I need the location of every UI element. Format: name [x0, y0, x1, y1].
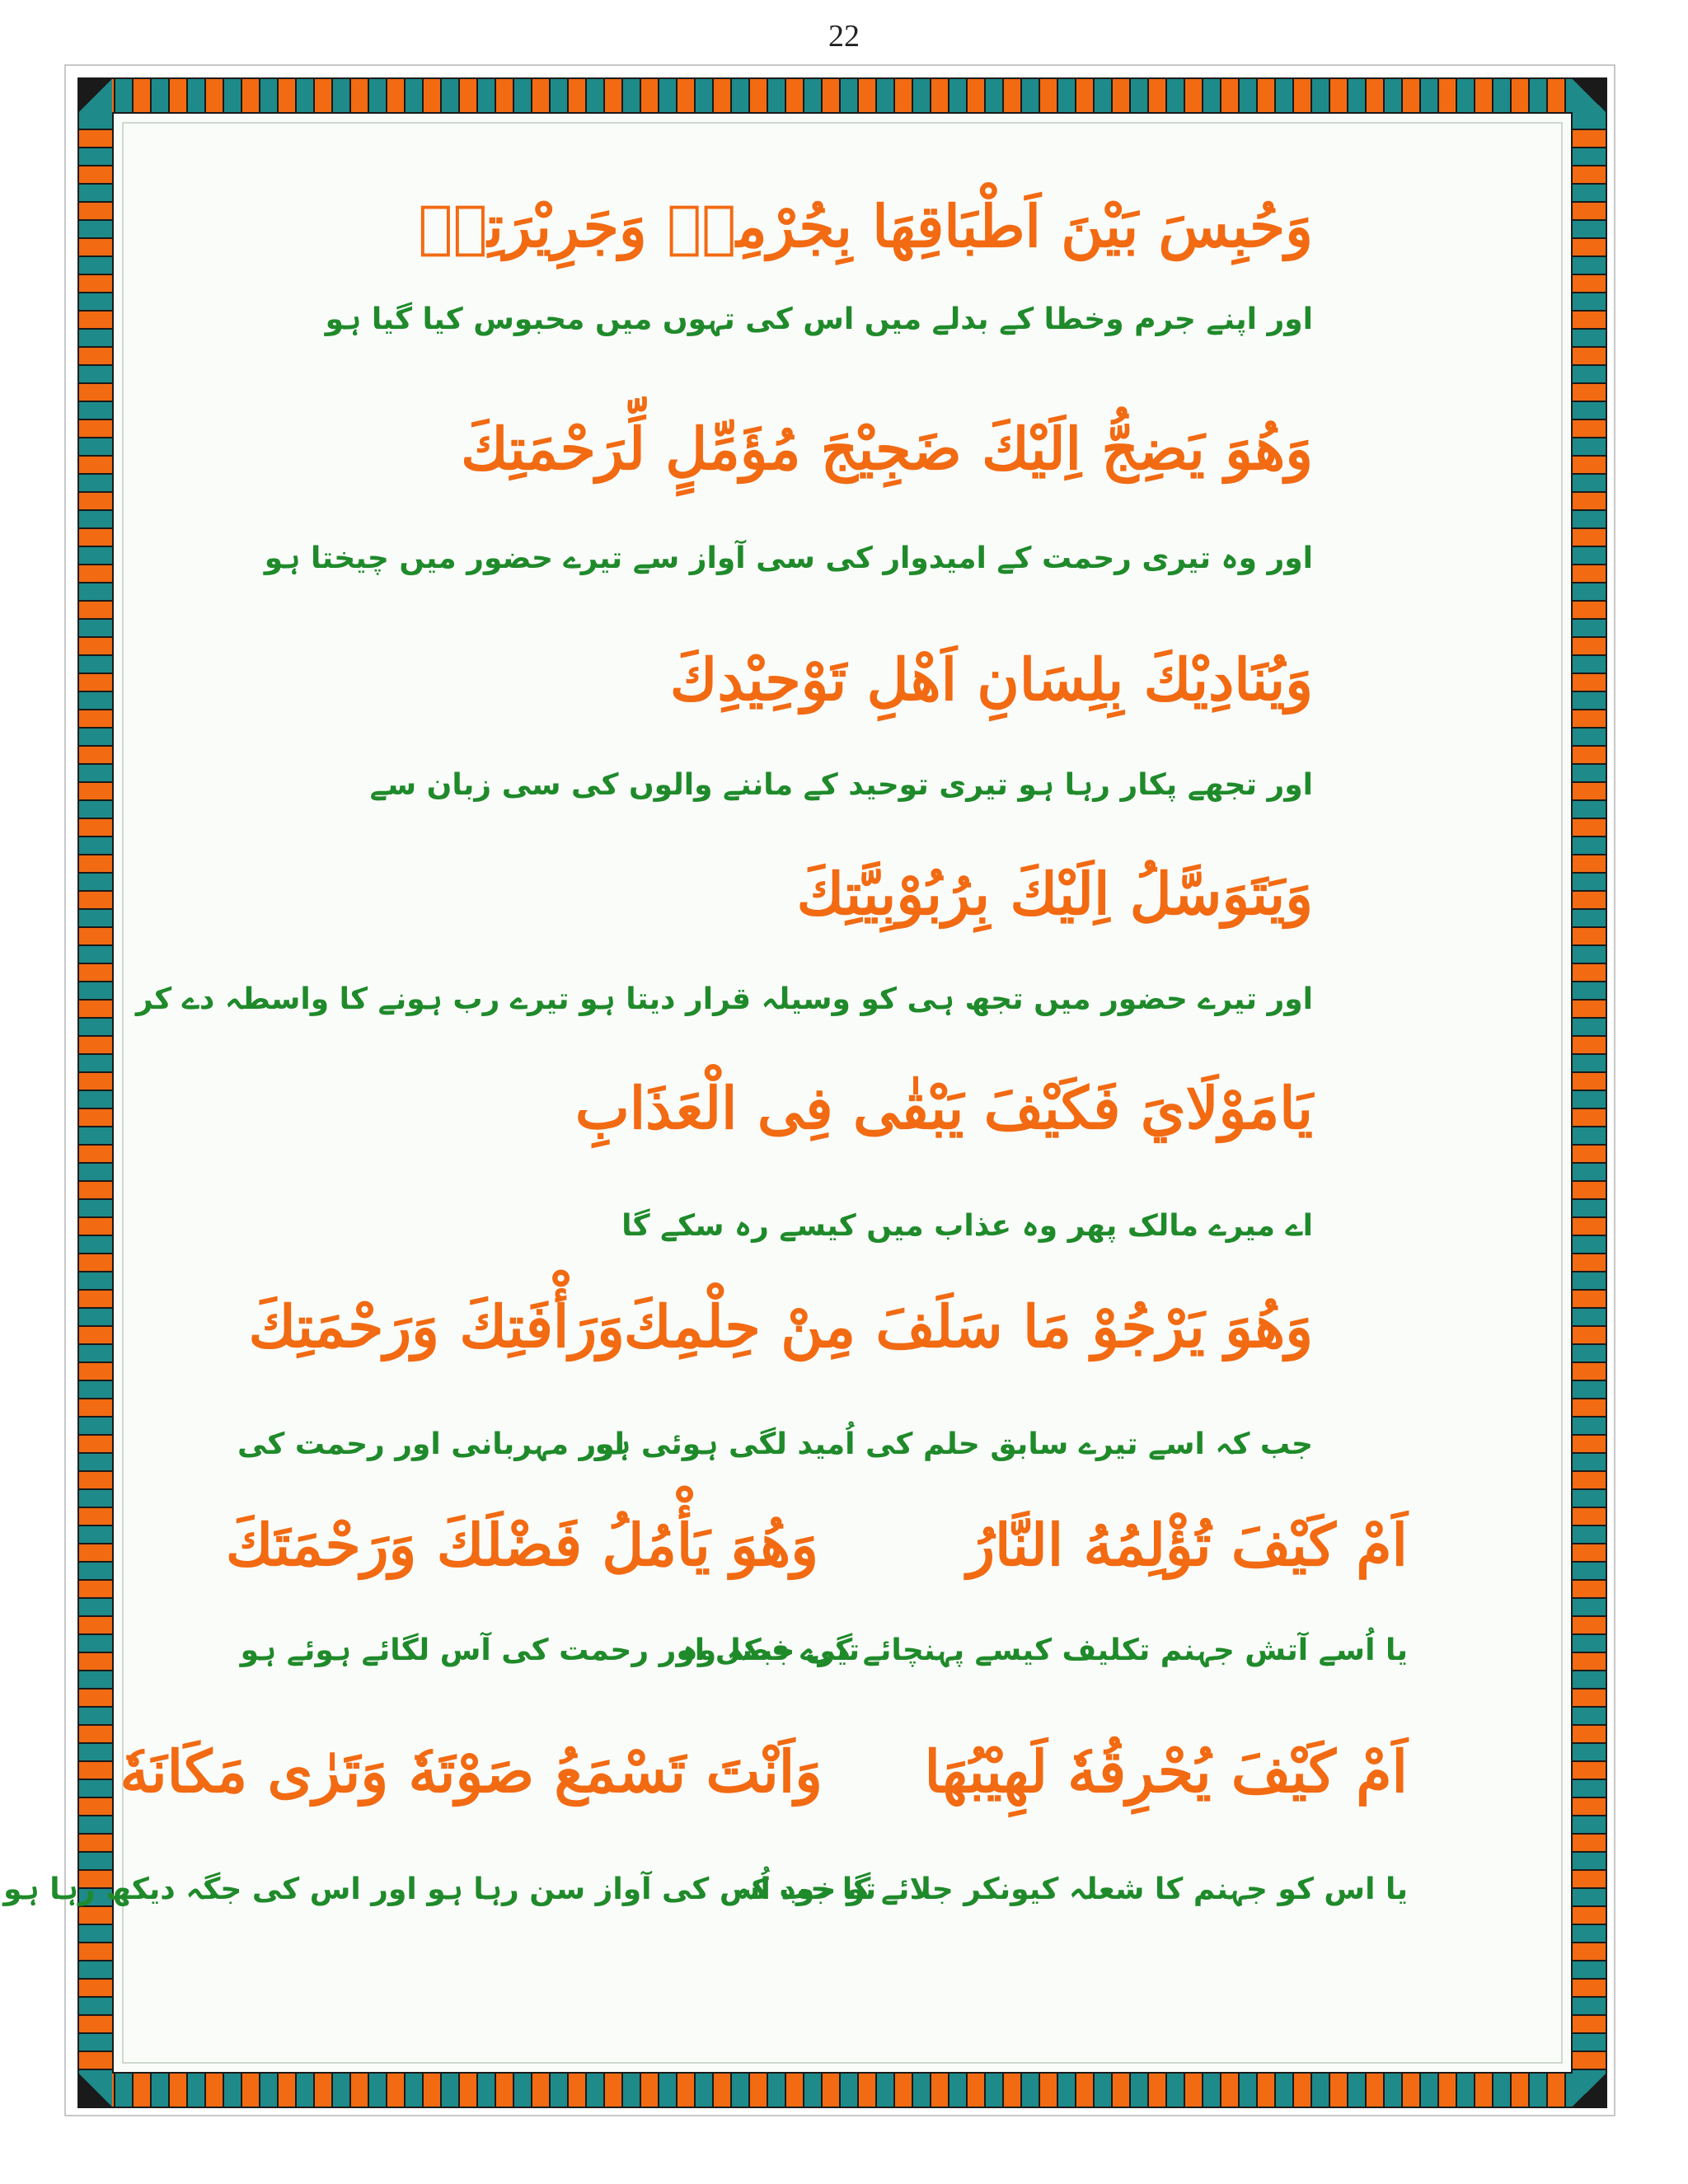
arabic-pair-1-right: وَهُوَ يَرْجُوْ مَا سَلَفَ مِنْ حِلْمِكَ	[623, 1292, 1313, 1361]
urdu-pair-2-left: تیرے فضل اور رحمت کی آس لگائے ہوئے ہو	[240, 1633, 860, 1667]
urdu-pair-1-right: جب کہ اسے تیرے سابق حلم کی اُمید لگی ہوئی ہو	[594, 1427, 1313, 1461]
arabic-pair-2-right: اَمْ كَيْفَ تُؤْلِمُهُ النَّارُ	[967, 1511, 1408, 1579]
urdu-translation-4: اور تیرے حضور میں تجھ ہی کو وسیلہ قرار دیتا ہو تیرے رب ہونے کا واسطہ دے کر	[135, 982, 1313, 1016]
urdu-pair-2-right: یا اُسے آتش جہنم تکلیف کیسے پہنچائے گی جبکہ وہ	[680, 1633, 1408, 1667]
urdu-pair-3-left: تو خود اُس کی آواز سن رہا ہو اور اس کی جگہ دیکھ رہا ہو	[3, 1872, 876, 1906]
urdu-pair-3-right: یا اس کو جہنم کا شعلہ کیونکر جلائے گا جب کہ	[734, 1872, 1408, 1906]
arabic-pair-3-right: اَمْ كَيْفَ يُحْرِقُهٗ لَهِيْبُهَا	[924, 1737, 1408, 1806]
arabic-line-4: وَيَتَوَسَّلُ اِلَيْكَ بِرُبُوْبِيَّتِكَ	[796, 860, 1313, 928]
arabic-line-2: وَهُوَ يَضِجُّ اِلَيْكَ ضَجِيْجَ مُؤَمِّلٍ لِّرَحْمَتِكَ	[461, 415, 1313, 483]
urdu-translation-2: اور وہ تیری رحمت کے امیدوار کی سی آواز سے تیرے حضور میں چیختا ہو	[264, 541, 1313, 575]
arabic-line-3: وَيُنَادِيْكَ بِلِسَانِ اَهْلِ تَوْحِيْدِكَ	[669, 645, 1313, 714]
urdu-pair-1-left: اور مہربانی اور رحمت کی	[237, 1427, 625, 1461]
arabic-line-1: وَحُبِسَ بَيْنَ اَطْبَاقِهَا بِجُرْمِهٖ وَجَرِيْرَتِهٖ	[418, 192, 1313, 260]
page-number: 22	[828, 19, 860, 54]
urdu-translation-1: اور اپنے جرم وخطا کے بدلے میں اس کی تہوں میں محبوس کیا گیا ہو	[325, 302, 1313, 336]
arabic-line-5: يَامَوْلَايَ فَكَيْفَ يَبْقٰى فِى الْعَذَابِ	[574, 1074, 1313, 1142]
arabic-pair-1-left: وَرَأْفَتِكَ وَرَحْمَتِكَ	[248, 1292, 625, 1361]
urdu-translation-3: اور تجھے پکار رہا ہو تیری توحید کے ماننے والوں کی سی زبان سے	[369, 768, 1313, 802]
urdu-translation-5: اے میرے مالک پھر وہ عذاب میں کیسے رہ سکے گا	[621, 1209, 1313, 1243]
arabic-pair-3-left: وَاَنْتَ تَسْمَعُ صَوْتَهٗ وَتَرٰى مَكَانَهٗ	[120, 1737, 823, 1806]
arabic-pair-2-left: وَهُوَ يَأْمُلُ فَضْلَكَ وَرَحْمَتَكَ	[225, 1511, 818, 1579]
